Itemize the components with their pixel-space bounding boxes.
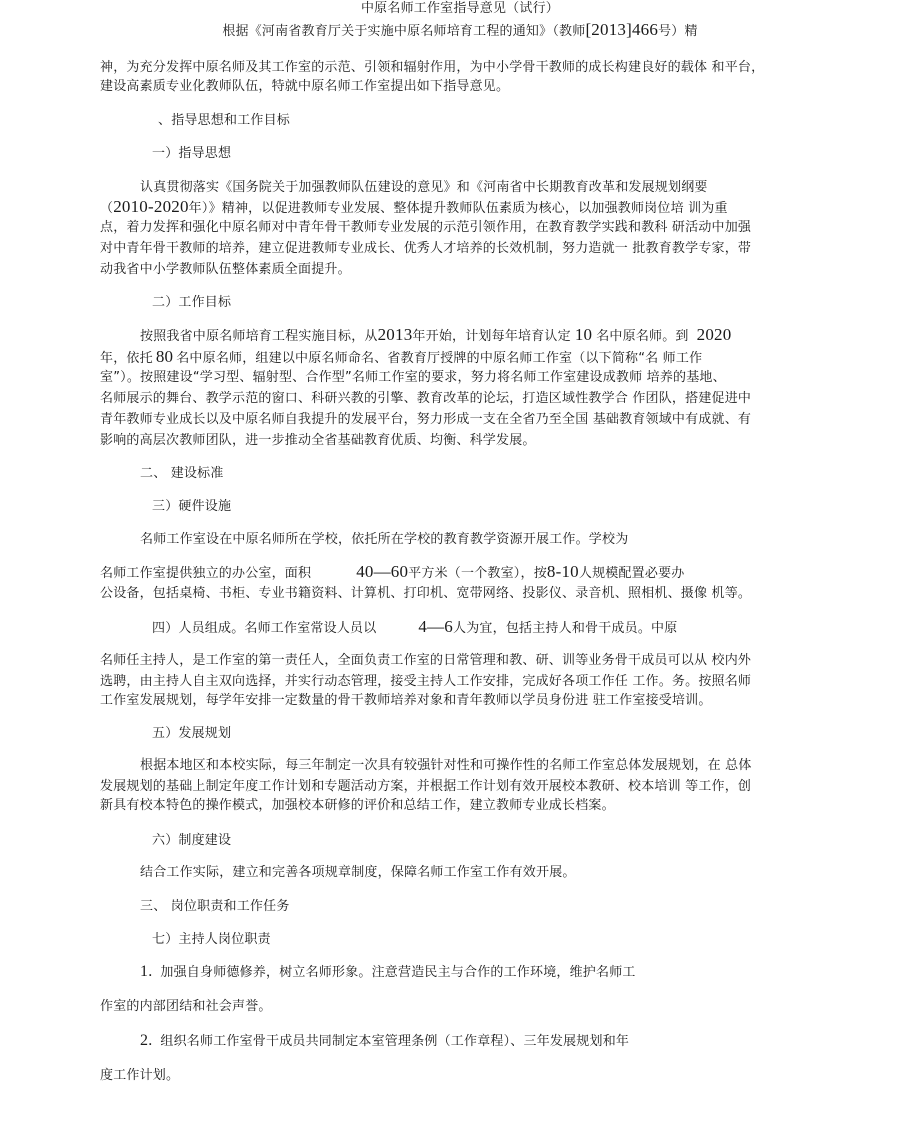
list-item-2-continued: 度工作计划。: [100, 1068, 180, 1083]
para5-line-3: 新具有校本特色的操作模式，加强校本研修的评价和总结工作，建立教师专业成长档案。: [100, 798, 615, 813]
list-item-1-continued: 作室的内部团结和社会声誉。: [100, 999, 272, 1014]
para2-line-1: 按照我省中原名师培育工程实施目标，从2013年开始，计划每年培育认定 10 名中原名师。到 2020: [140, 325, 732, 344]
para2-line-6: 影响的高层次教师团队，进一步推动全省基础教育优质、均衡、科学发展。: [100, 433, 536, 448]
basis-text-b: 号）精: [658, 24, 698, 39]
list-item-1: 1. 加强自身师德修养，树立名师形象。注意营造民主与合作的工作环境，维护名师工: [140, 963, 636, 980]
para4-line-3: 工作室发展规划，每学年安排一定数量的骨干教师培养对象和青年教师以学员身份进 驻工作室接受培训。: [100, 693, 712, 708]
list-item-2: 2. 组织名师工作室骨干成员共同制定本室管理条例（工作章程）、三年发展规划和年: [140, 1032, 630, 1049]
para5-line-1: 根据本地区和本校实际，每三年制定一次具有较强针对性和可操作性的名师工作室总体发展规划，在 总体: [140, 758, 752, 773]
subheading-guiding-thought: 一）指导思想: [152, 146, 232, 161]
basis-line: [0, 21, 920, 41]
para1-line-4: 对中青年骨干教师的培养，建立促进教师专业成长、优秀人才培养的长效机制，努力造就一 批教育教学专家，带: [100, 241, 752, 256]
section-heading-3: 三、 岗位职责和工作任务: [140, 899, 290, 914]
para2-line-5: 青年教师专业成长以及中原名师自我提升的发展平台，努力形成一支在全省乃至全国 基础教育领域中有成就、有: [100, 412, 752, 427]
para5-line-2: 发展规划的基础上制定年度工作计划和专题活动方案，并根据工作计划有效开展校本教研、校本培训 等工作，创: [100, 779, 752, 794]
para4-line-2: 选聘，由主持人自主双向选择，并实行动态管理，接受主持人工作安排，完成好各项工作任 工作。务。按照名师: [100, 674, 752, 689]
subheading-work-goals: 二）工作目标: [152, 295, 232, 310]
list-item-2-number: 2.: [140, 1032, 153, 1049]
subheading-hardware: 三）硬件设施: [152, 499, 232, 514]
para4-line-1: 名师任主持人，是工作室的第一责任人，全面负责工作室的日常管理和教、研、训等业务骨干成员可以从 校内外: [100, 653, 752, 668]
subheading-personnel: 四）人员组成。名师工作室常设人员以 4—6人为宜，包括主持人和骨干成员。中原: [152, 617, 678, 636]
basis-number: [2013]466: [585, 20, 659, 39]
para2-line-2: 年，依托 80 名中原名师，组建以中原名师命名、省教育厅授牌的中原名师工作室（以下简称“名 师工作: [100, 347, 703, 366]
para3-line-2: 名师工作室提供独立的办公室，面积 40—60平方米（一个教室），按8-10人规模配置必要办: [100, 562, 685, 581]
para1-line-5: 动我省中小学教师队伍整体素质全面提升。: [100, 262, 351, 277]
para1-line-2: （2010-2020年）》精神，以促进教师专业发展、整体提升教师队伍素质为核心，以加强教师岗位培 训为重: [100, 197, 728, 216]
para3-line-3: 公设备，包括桌椅、书柜、专业书籍资料、计算机、打印机、宽带网络、投影仪、录音机、照相机、摄像 机等。: [100, 586, 752, 601]
section-heading-2: 二、 建设标准: [140, 466, 224, 481]
subheading-system-building: 六）制度建设: [152, 833, 232, 848]
intro-line-2: 建设高素质专业化教师队伍，特就中原名师工作室提出如下指导意见。: [100, 79, 510, 94]
intro-line-1: 神，为充分发挥中原名师及其工作室的示范、引领和辐射作用，为中小学骨干教师的成长构建良好的载体 和平台，: [100, 60, 765, 75]
para1-line-1: 认真贯彻落实《国务院关于加强教师队伍建设的意见》和《河南省中长期教育改革和发展规划纲要: [140, 180, 708, 195]
subheading-host-duties: 七）主持人岗位职责: [152, 932, 271, 947]
subheading-development-plan: 五）发展规划: [152, 726, 232, 741]
para2-line-4: 名师展示的舞台、教学示范的窗口、科研兴教的引擎、教育改革的论坛，打造区域性教学合 作团队，搭建促进中: [100, 391, 752, 406]
para2-line-3: 室”）。按照建设“学习型、辐射型、合作型”名师工作室的要求，努力将名师工作室建设成教师 培养的基地、: [100, 370, 726, 385]
para6-line-1: 结合工作实际，建立和完善各项规章制度，保障名师工作室工作有效开展。: [140, 865, 576, 880]
year-range: 2010-2020: [113, 197, 189, 216]
document-title: 中原名师工作室指导意见（试行）: [360, 1, 559, 16]
para1-line-3: 点，着力发挥和强化中原名师对中青年骨干教师专业发展的示范引领作用，在教育教学实践和教科 研活动中加强: [100, 220, 752, 235]
section-heading-1: 、指导思想和工作目标: [158, 113, 291, 128]
basis-text-a: 根据《河南省教育厅关于实施中原名师培育工程的通知》（教师: [222, 24, 586, 39]
para3-line-1: 名师工作室设在中原名师所在学校，依托所在学校的教育教学资源开展工作。学校为: [140, 532, 629, 547]
list-item-1-number: 1.: [140, 963, 153, 980]
